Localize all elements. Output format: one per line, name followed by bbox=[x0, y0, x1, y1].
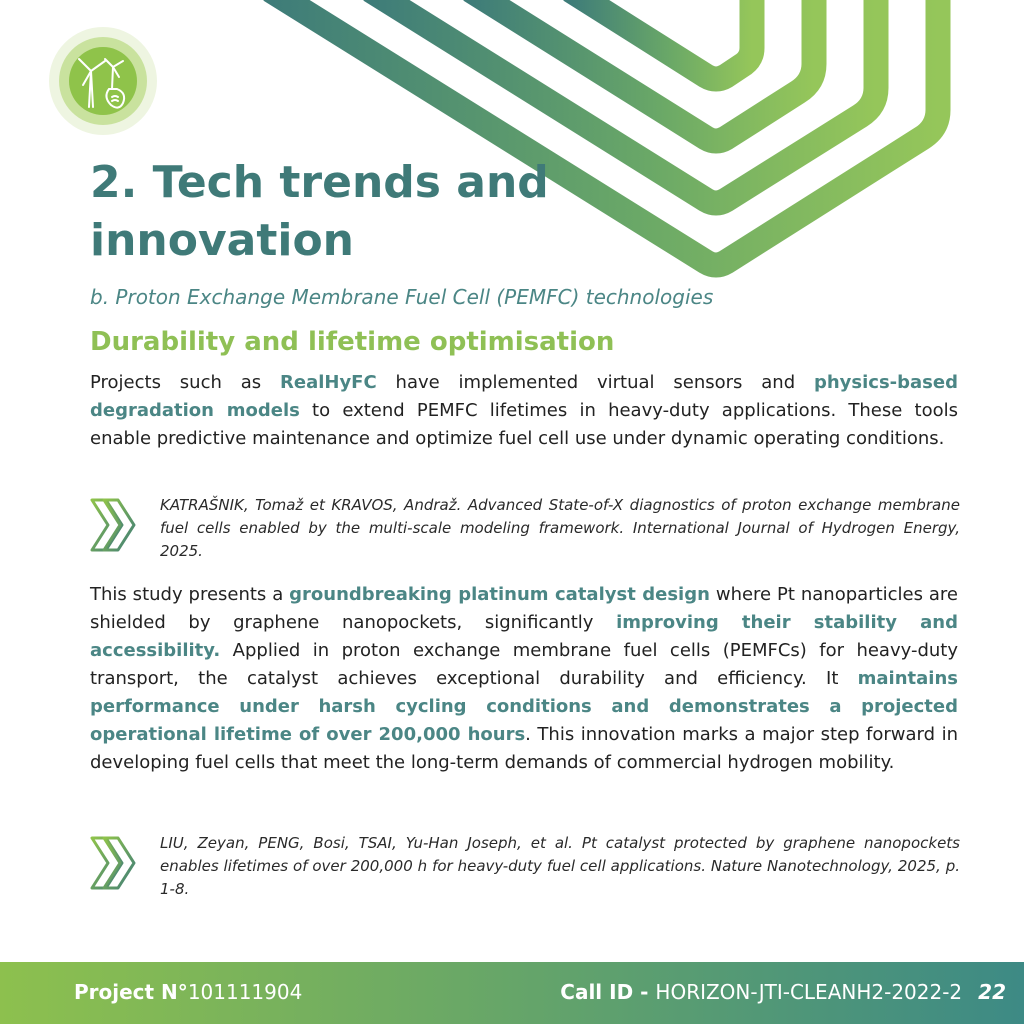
paragraph-platinum-catalyst bbox=[90, 581, 958, 777]
call-id-value: HORIZON-JTI-CLEANH2-2022-2 bbox=[655, 980, 963, 1004]
highlight-realhyfc: RealHyFC bbox=[280, 372, 377, 393]
page-subtitle: b. Proton Exchange Membrane Fuel Cell (PEMFC) technologies bbox=[90, 285, 714, 309]
project-number bbox=[74, 980, 302, 1004]
paragraph-2-text-3: Applied in proton exchange membrane fuel cells (PEMFCs) for heavy-duty transport, the catalyst achieves exceptional durability and efficiency. It bbox=[90, 640, 958, 689]
paragraph-1-text-1: Projects such as bbox=[90, 372, 280, 393]
paragraph-2-text-2: where Pt nanoparticles are shielded by graphene nanopockets, significantly bbox=[90, 584, 958, 633]
highlight-lifetime: maintains performance under harsh cycling conditions and demonstrates a projected operational lifetime of over 200,000 hours bbox=[90, 668, 958, 745]
wind-turbine-hydrogen-icon bbox=[49, 27, 157, 135]
page-title bbox=[90, 154, 549, 270]
paragraph-1-text-3: to extend PEMFC lifetimes in heavy-duty applications. These tools enable predictive maintenance and optimize fuel cell use under dynamic operating conditions. bbox=[90, 400, 958, 449]
footer-bar bbox=[0, 962, 1024, 1024]
page-number: 22 bbox=[978, 980, 1006, 1004]
project-number-value: 101111904 bbox=[187, 980, 303, 1004]
highlight-catalyst-design: groundbreaking platinum catalyst design bbox=[289, 584, 710, 605]
project-label: Project N° bbox=[74, 980, 188, 1004]
paragraph-1-text-2: have implemented virtual sensors and bbox=[376, 372, 814, 393]
reference-2 bbox=[90, 832, 960, 901]
reference-1 bbox=[90, 494, 960, 563]
highlight-stability: improving their stability and accessibility. bbox=[90, 612, 958, 661]
paragraph-2-text-1: This study presents a bbox=[90, 584, 290, 605]
highlight-degradation-models: physics-based degradation models bbox=[90, 372, 958, 421]
chevron-arrows-icon bbox=[90, 496, 138, 554]
section-heading: Durability and lifetime optimisation bbox=[90, 327, 615, 357]
chevron-arrows-icon bbox=[90, 834, 138, 892]
page-title-line-1: 2. Tech trends and bbox=[90, 157, 549, 208]
call-label: Call ID - bbox=[560, 980, 656, 1004]
call-id bbox=[560, 980, 1006, 1004]
reference-1-text: KATRAŠNIK, Tomaž et KRAVOS, Andraž. Advanced State-of-X diagnostics of proton exchange membrane fuel cells enabled by the multi-scale modeling framework. International Journal of Hydrogen Energy, 2025. bbox=[160, 496, 960, 560]
page-title-line-2: innovation bbox=[90, 215, 354, 266]
paragraph-2-text-4: . This innovation marks a major step forward in developing fuel cells that meet the long-term demands of commercial hydrogen mobility. bbox=[90, 724, 958, 773]
paragraph-realhyfc bbox=[90, 369, 958, 453]
reference-2-text: LIU, Zeyan, PENG, Bosi, TSAI, Yu-Han Joseph, et al. Pt catalyst protected by graphene nanopockets enables lifetimes of over 200,000 h for heavy-duty fuel cell applications. Nature Nanotechnology, 2025, p. 1-8. bbox=[160, 834, 960, 898]
